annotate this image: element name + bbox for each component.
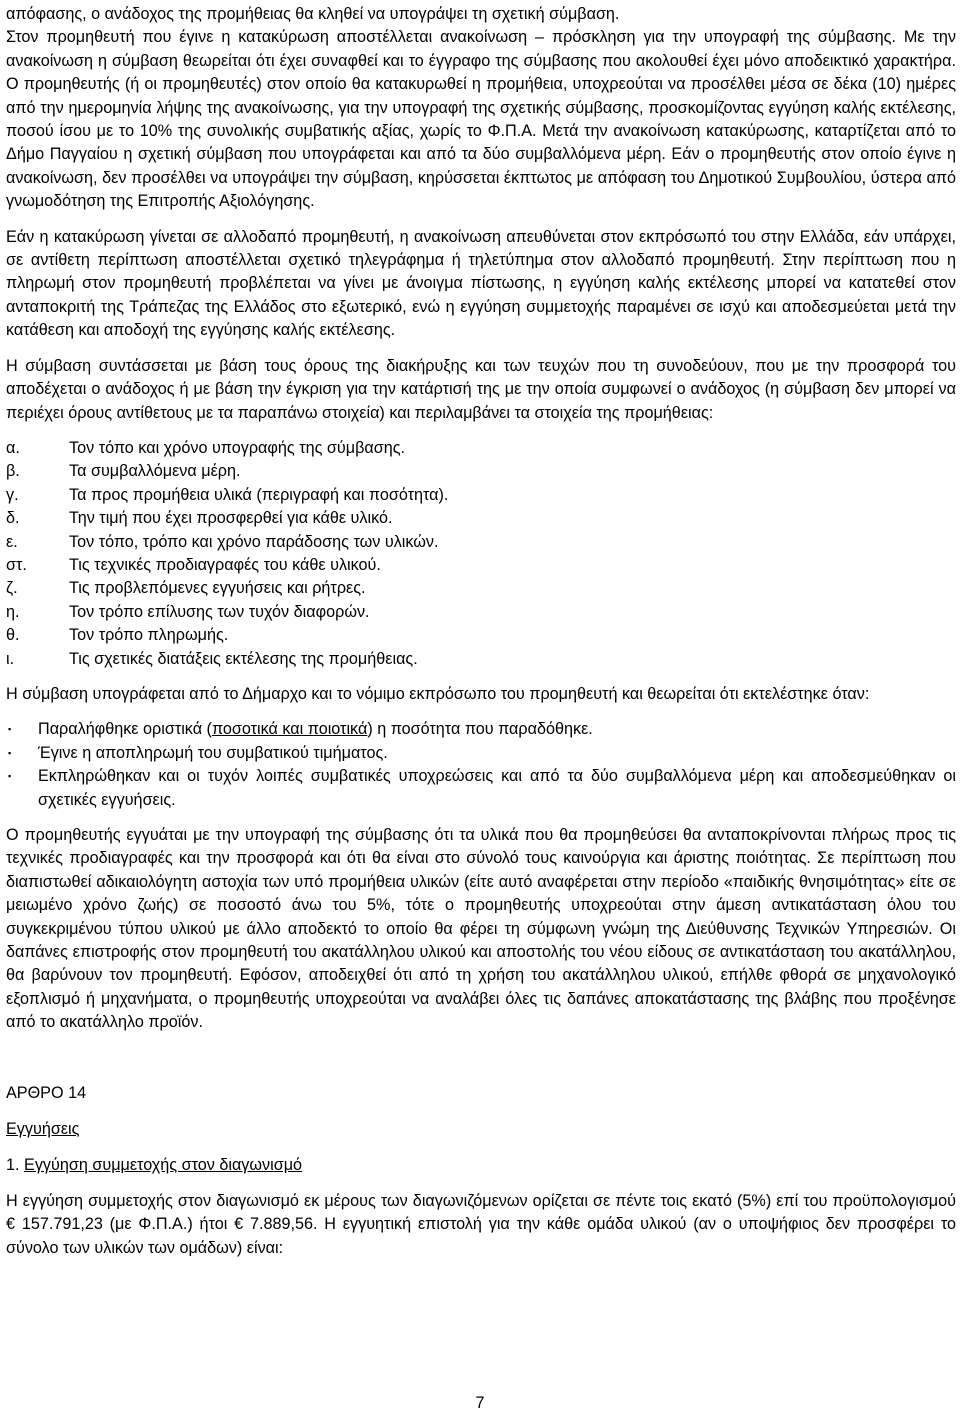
underlined-text: ποσοτικά και ποιοτικά <box>211 720 368 739</box>
paragraph-contract-notice: Στον προμηθευτή που έγινε η κατακύρωση αποστέλλεται ανακοίνωση – πρόσκληση για την υπογραφή της σύμβασης. Με την ανακοίνωση η σύμβαση θεωρείται ότι έχει συναφθεί και το έγγραφο της σύμβασης που ακολουθεί έχει μόνο αποδεικτικό χαρακτήρα. Ο προμηθευτής (ή οι προμηθευτές) στον οποίο θα κατακυρωθεί η προμήθεια, υποχρεούται να προσέλθει μέσα σε δέκα (10) ημέρες από την ημερομηνία λήψης της ανακοίνωσης, για την υπογραφή της σχετικής σύμβασης, προσκομίζοντας εγγύηση καλής εκτέλεσης, ποσού ίσου με το 10% της συνολικής συμβατικής αξίας, χωρίς το Φ.Π.Α. Μετά την ανακοίνωση κατακύρωσης, καταρτίζεται από το Δήμο Παγγαίου η σχετική σύμβαση που υπογράφεται και από τα δύο συμβαλλόμενα μέρη. Εάν ο προμηθευτής στον οποίο έγινε η ανακοίνωση, δεν προσέλθει να υπογράψει την σύμβαση, κηρύσσεται έκπτωτος με απόφαση του Δημοτικού Συμβουλίου, ύστερα από γνωμοδότηση της Επιτροπής Αξιολόγησης. <box>6 28 956 211</box>
section-heading: 1. Εγγύηση συμμετοχής στον διαγωνισμό <box>6 1156 303 1175</box>
paragraph-warranty: Ο προμηθευτής εγγυάται με την υπογραφή της σύμβασης ότι τα υλικά που θα προμηθεύσει θα ανταποκρίνονται πλήρως προς τις τεχνικές προδιαγραφές και την προσφορά και ότι θα είναι στο σύνολό τους καινούργια και άριστης ποιότητας. Σε περίπτωση που διαπιστωθεί αδικαιολόγητη αστοχία των υπό προμήθεια υλικών (είτε αυτό αναφέρεται στην περίοδο «παιδικής θνησιμότητας» είτε σε μειωμένο χρόνο ζωής) σε ποσοστό άνω του 5%, τότε ο προμηθευτής υποχρεούται στην άμεση αντικατάσταση όλου του συγκεκριμένου τύπου υλικού με άλλο αποδεκτό το οποίο θα φέρει τη σύμφωνη γνώμη της Διεύθυνσης Τεχνικών Υπηρεσιών. Οι δαπάνες επιστροφής στον προμηθευτή του ακατάλληλου υλικού και αποστολής του νέου είδους σε αντικατάσταση του ακατάλληλου, θα βαρύνουν τον προμηθευτή. Εφόσον, αποδειχθεί ότι από τη χρήση του ακατάλληλου υλικού, επήλθε φθορά σε μηχανολογικό εξοπλισμό ή μηχανήματα, ο προμηθευτής υποχρεούται να αναλάβει όλες τις δαπάνες αποκατάστασης της βλάβης που προξένησε από το ακατάλληλο προϊόν. <box>6 826 956 1032</box>
paragraph-contract-terms: Η σύμβαση συντάσσεται με βάση τους όρους της διακήρυξης και των τευχών που τη συνοδεύουν, που με την προσφορά του αποδέχεται ο ανάδοχος ή με βάση την έγκριση για την κατάρτισή της με την οποία συμφωνεί ο ανάδοχος (η σύμβαση δεν μπορεί να περιέχει όρους αντίθετους με τα παραπάνω στοιχεία) και περιλαμβάνει τα στοιχεία της προμήθειας: <box>6 356 956 422</box>
list-item: ι. Τις σχετικές διατάξεις εκτέλεσης της προμήθειας. <box>6 649 418 668</box>
contract-elements-list <box>6 437 956 671</box>
list-item: θ. Τον τρόπο πληρωμής. <box>6 626 229 645</box>
list-item: α. Τον τόπο και χρόνο υπογραφής της σύμβασης. <box>6 438 406 457</box>
paragraph-foreign-supplier: Εάν η κατακύρωση γίνεται σε αλλοδαπό προμηθευτή, η ανακοίνωση απευθύνεται στον εκπρόσωπό του στην Ελλάδα, εάν υπάρχει, σε αντίθετη περίπτωση αποστέλλεται σχετικό τηλεγράφημα ή τηλετύπημα στον αλλοδαπό προμηθευτή. Στην περίπτωση που η πληρωμή στον προμηθευτή προβλέπεται να γίνει με άνοιγμα πίστωσης, η εγγύηση καλής εκτέλεσης μπορεί να κατατεθεί στον ανταποκριτή της Τράπεζας της Ελλάδος στο εξωτερικό, ενώ η εγγύηση συμμετοχής παραμένει σε ισχύ και αποδεσμεύεται μετά την κατάθεση και αποδοχή της εγγύησης καλής εκτέλεσης. <box>6 227 956 340</box>
paragraph-continuation: απόφασης, ο ανάδοχος της προμήθειας θα κληθεί να υπογράψει τη σχετική σύμβαση. <box>6 5 620 23</box>
bullet-icon: ▪ <box>8 747 12 758</box>
paragraph-signing: Η σύμβαση υπογράφεται από το Δήμαρχο και το νόμιμο εκπρόσωπο του προμηθευτή και θεωρείται ότι εκτελέστηκε όταν: <box>6 684 870 703</box>
article-title: ΑΡΘΡΟ 14 <box>6 1083 87 1102</box>
document-page <box>6 3 956 1260</box>
article-subtitle: Εγγυήσεις <box>6 1120 80 1139</box>
list-item: ▪ Παραλήφθηκε οριστικά (ποσοτικά και ποιοτικά) η ποσότητα που παραδόθηκε. <box>6 718 956 741</box>
list-item: ▪ Έγινε η αποπληρωμή του συμβατικού τιμήματος. <box>6 742 956 765</box>
bullet-icon: ▪ <box>8 724 12 735</box>
page-number: 7 <box>475 1394 485 1412</box>
list-item: στ. Τις τεχνικές προδιαγραφές του κάθε υλικού. <box>6 555 381 574</box>
completion-conditions-list <box>6 718 956 812</box>
list-item: γ. Τα προς προμήθεια υλικά (περιγραφή και ποσότητα). <box>6 485 449 504</box>
bullet-icon: ▪ <box>8 771 12 782</box>
list-item: δ. Την τιμή που έχει προσφερθεί για κάθε υλικό. <box>6 509 393 528</box>
paragraph-participation-guarantee: Η εγγύηση συμμετοχής στον διαγωνισμό εκ μέρους των διαγωνιζόμενων ορίζεται σε πέντε τοις εκατό (5%) επί του προϋπολογισμού € 157.791,23 (με Φ.Π.Α.) ήτοι € 7.889,56. Η εγγυητική επιστολή για την κάθε ομάδα υλικού (αν ο υποψήφιος δεν προσφέρει το σύνολο των υλικών των ομάδων) είναι: <box>6 1191 956 1257</box>
list-item: ▪ Εκπληρώθηκαν και οι τυχόν λοιπές συμβατικές υποχρεώσεις και από τα δύο συμβαλλόμενα μέρη και αποδεσμεύθηκαν οι σχετικές εγγυήσεις. <box>6 765 956 812</box>
list-item: ζ. Τις προβλεπόμενες εγγυήσεις και ρήτρες. <box>6 579 366 598</box>
list-item: ε. Τον τόπο, τρόπο και χρόνο παράδοσης των υλικών. <box>6 532 439 551</box>
list-item: β. Τα συμβαλλόμενα μέρη. <box>6 462 241 481</box>
list-item: η. Τον τρόπο επίλυσης των τυχόν διαφορών. <box>6 602 370 621</box>
